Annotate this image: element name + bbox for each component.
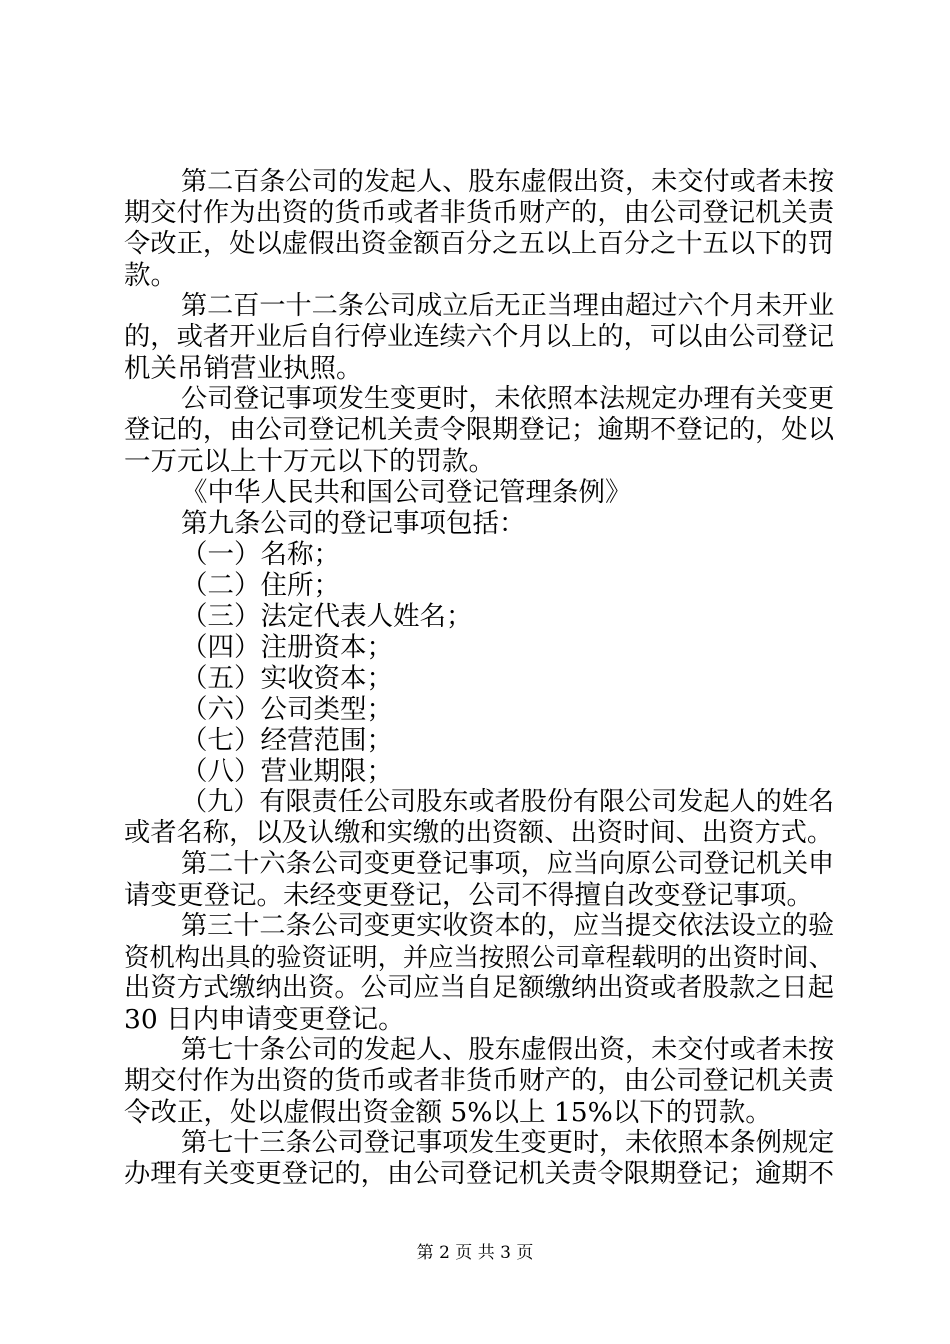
text-line: 或者名称，以及认缴和实缴的出资额、出资时间、出资方式。 xyxy=(124,818,834,848)
text-line: 第九条公司的登记事项包括： xyxy=(181,508,526,539)
text-line: 一万元以上十万元以下的罚款。 xyxy=(124,446,495,477)
text-line: 公司登记事项发生变更时，未依照本法规定办理有关变更 xyxy=(181,384,835,414)
text-line: 第二百条公司的发起人、股东虚假出资，未交付或者未按 xyxy=(181,167,835,197)
page-footer: 第 2 页 共 3 页 xyxy=(416,1243,534,1263)
text-line: 《中华人民共和国公司登记管理条例》 xyxy=(181,477,632,508)
text-line: 款。 xyxy=(124,260,177,291)
text-line: 登记的，由公司登记机关责令限期登记；逾期不登记的，处以 xyxy=(124,415,834,445)
text-line: （二）住所； xyxy=(181,570,340,601)
text-line: （五）实收资本； xyxy=(181,663,393,694)
text-line: 请变更登记。未经变更登记，公司不得擅自改变登记事项。 xyxy=(124,880,813,911)
text-line: （一）名称； xyxy=(181,539,340,570)
text-line: 的，或者开业后自行停业连续六个月以上的，可以由公司登记 xyxy=(124,322,834,352)
text-line: 第二百一十二条公司成立后无正当理由超过六个月未开业 xyxy=(181,291,835,321)
text-line: 令改正，处以虚假出资金额百分之五以上百分之十五以下的罚 xyxy=(124,229,834,259)
text-line: 30 日内申请变更登记。 xyxy=(124,1004,405,1035)
text-line: （八）营业期限； xyxy=(181,756,393,787)
text-line: 办理有关变更登记的，由公司登记机关责令限期登记；逾期不 xyxy=(124,1159,834,1189)
text-line: 第七十条公司的发起人、股东虚假出资，未交付或者未按 xyxy=(181,1035,835,1065)
text-line: 机关吊销营业执照。 xyxy=(124,353,363,384)
text-line: 令改正，处以虚假出资金额 5%以上 15%以下的罚款。 xyxy=(124,1097,772,1128)
text-line: 期交付作为出资的货币或者非货币财产的，由公司登记机关责 xyxy=(124,1066,834,1096)
document-body xyxy=(124,167,834,1190)
text-line: （四）注册资本； xyxy=(181,632,393,663)
text-line: 第二十六条公司变更登记事项，应当向原公司登记机关申 xyxy=(181,849,835,879)
text-line: （九）有限责任公司股东或者股份有限公司发起人的姓名 xyxy=(181,787,835,817)
text-line: 第三十二条公司变更实收资本的，应当提交依法设立的验 xyxy=(181,911,835,941)
text-line: 期交付作为出资的货币或者非货币财产的，由公司登记机关责 xyxy=(124,198,834,228)
text-line: 出资方式缴纳出资。公司应当自足额缴纳出资或者股款之日起 xyxy=(124,973,834,1003)
text-line: （三）法定代表人姓名； xyxy=(181,601,473,632)
text-line: 资机构出具的验资证明，并应当按照公司章程载明的出资时间、 xyxy=(124,942,834,972)
text-line: 第七十三条公司登记事项发生变更时，未依照本条例规定 xyxy=(181,1128,835,1158)
text-line: （六）公司类型； xyxy=(181,694,393,725)
text-line: （七）经营范围； xyxy=(181,725,393,756)
